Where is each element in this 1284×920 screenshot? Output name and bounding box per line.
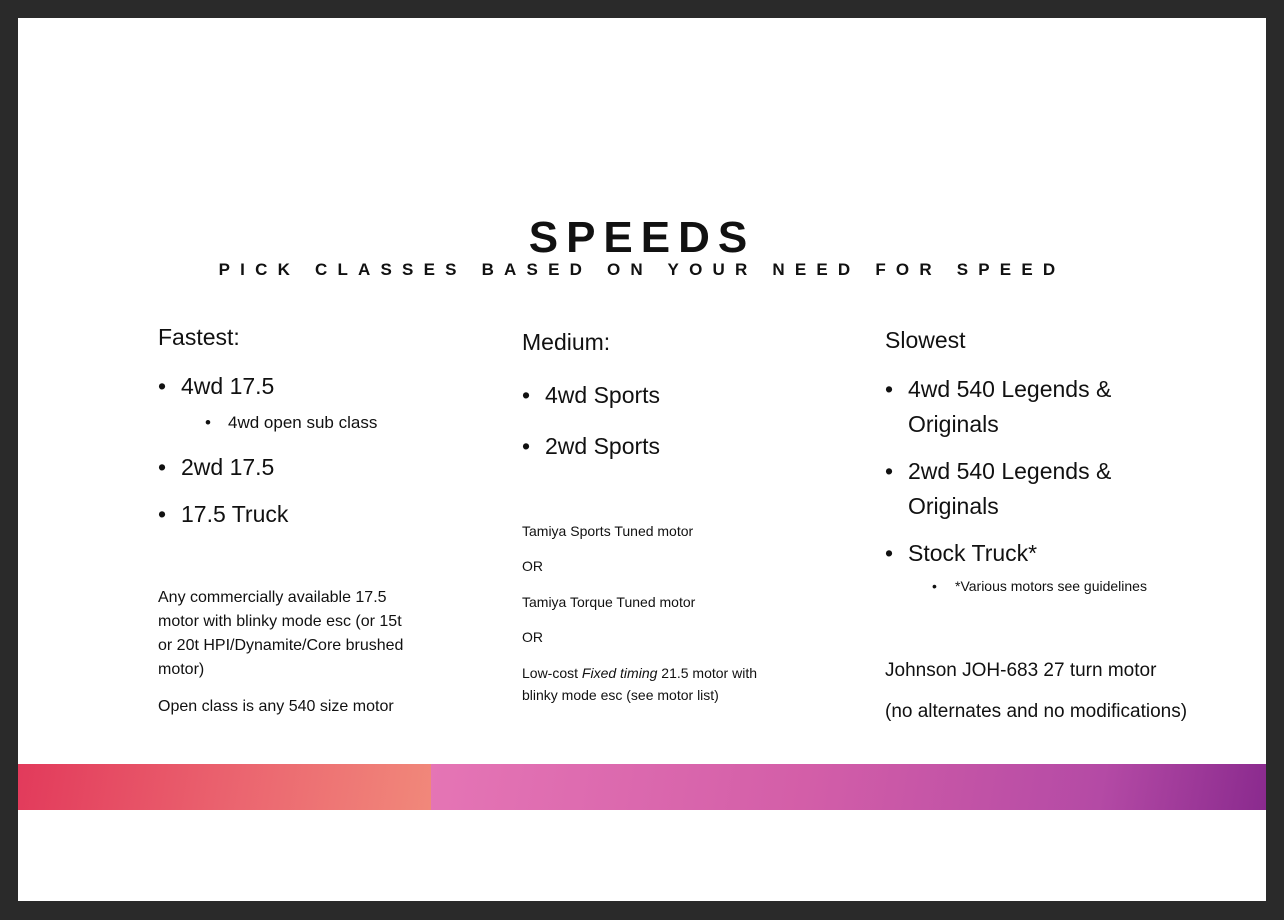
- bullet-icon: •: [932, 578, 937, 594]
- slowest-item: [885, 454, 1128, 524]
- bullet-icon: •: [522, 382, 531, 408]
- bullet-icon: •: [158, 373, 167, 399]
- fastest-item: [158, 369, 431, 404]
- fastest-item-label: 17.5 Truck: [181, 501, 289, 527]
- fastest-item-label: 2wd 17.5: [181, 454, 275, 480]
- slide-title: SPEEDS: [528, 213, 756, 262]
- medium-item: [522, 378, 795, 413]
- slowest-sub-item-label: *Various motors see guidelines: [955, 578, 1147, 594]
- slowest-item: [885, 372, 1128, 442]
- fastest-item: [158, 497, 431, 532]
- fastest-item-label: 4wd 17.5: [181, 373, 275, 399]
- medium-item: [522, 429, 795, 464]
- fastest-sub-item-label: 4wd open sub class: [228, 413, 378, 432]
- medium-heading: Medium:: [522, 329, 611, 355]
- motor-option-2: Tamiya Torque Tuned motor: [522, 594, 696, 610]
- slowest-item-label: 4wd 540 Legends & Originals: [908, 376, 1112, 437]
- bullet-icon: •: [885, 376, 894, 402]
- motor-option-3-prefix: Low-cost: [522, 665, 582, 681]
- slowest-item-label: Stock Truck*: [908, 540, 1038, 566]
- or-label-1: OR: [522, 558, 543, 574]
- or-label-2: OR: [522, 629, 543, 645]
- medium-item-label: 4wd Sports: [545, 382, 661, 408]
- slide: [18, 18, 1266, 901]
- motor-option-3-italic: Fixed timing: [581, 665, 658, 681]
- fastest-item: [158, 450, 431, 485]
- bullet-icon: •: [885, 540, 894, 566]
- slowest-item-label: 2wd 540 Legends & Originals: [908, 458, 1112, 519]
- fastest-sub-item: [205, 412, 377, 434]
- bullet-icon: •: [885, 458, 894, 484]
- bullet-icon: •: [522, 433, 531, 459]
- fastest-heading: Fastest:: [158, 324, 240, 350]
- bullet-icon: •: [158, 501, 167, 527]
- open-class-text: Open class is any 540 size motor: [158, 698, 394, 715]
- slowest-sub-item: [932, 575, 1147, 597]
- bullet-icon: •: [205, 413, 211, 432]
- motor-option-3: [522, 662, 784, 706]
- slowest-motor-text: Johnson JOH-683 27 turn motor: [885, 660, 1157, 681]
- gradient-band-right: [431, 764, 1266, 810]
- gradient-band: [18, 764, 1266, 810]
- motor-option-1: Tamiya Sports Tuned motor: [522, 523, 694, 539]
- slowest-heading: Slowest: [885, 327, 966, 353]
- slide-subtitle: PICK CLASSES BASED ON YOUR NEED FOR SPEED: [218, 260, 1066, 279]
- slowest-note-text: (no alternates and no modifications): [885, 701, 1188, 722]
- bullet-icon: •: [158, 454, 167, 480]
- motor-option-3-suffix: 21.5 motor with blinky mode esc (see motor list): [522, 665, 757, 703]
- slowest-item: [885, 536, 1128, 571]
- fastest-motor-text: Any commercially available 17.5 motor with blinky mode esc (or 15t or 20t HPI/Dynamite/Core brushed motor): [158, 589, 404, 678]
- gradient-band-left: [18, 764, 431, 810]
- medium-item-label: 2wd Sports: [545, 433, 661, 459]
